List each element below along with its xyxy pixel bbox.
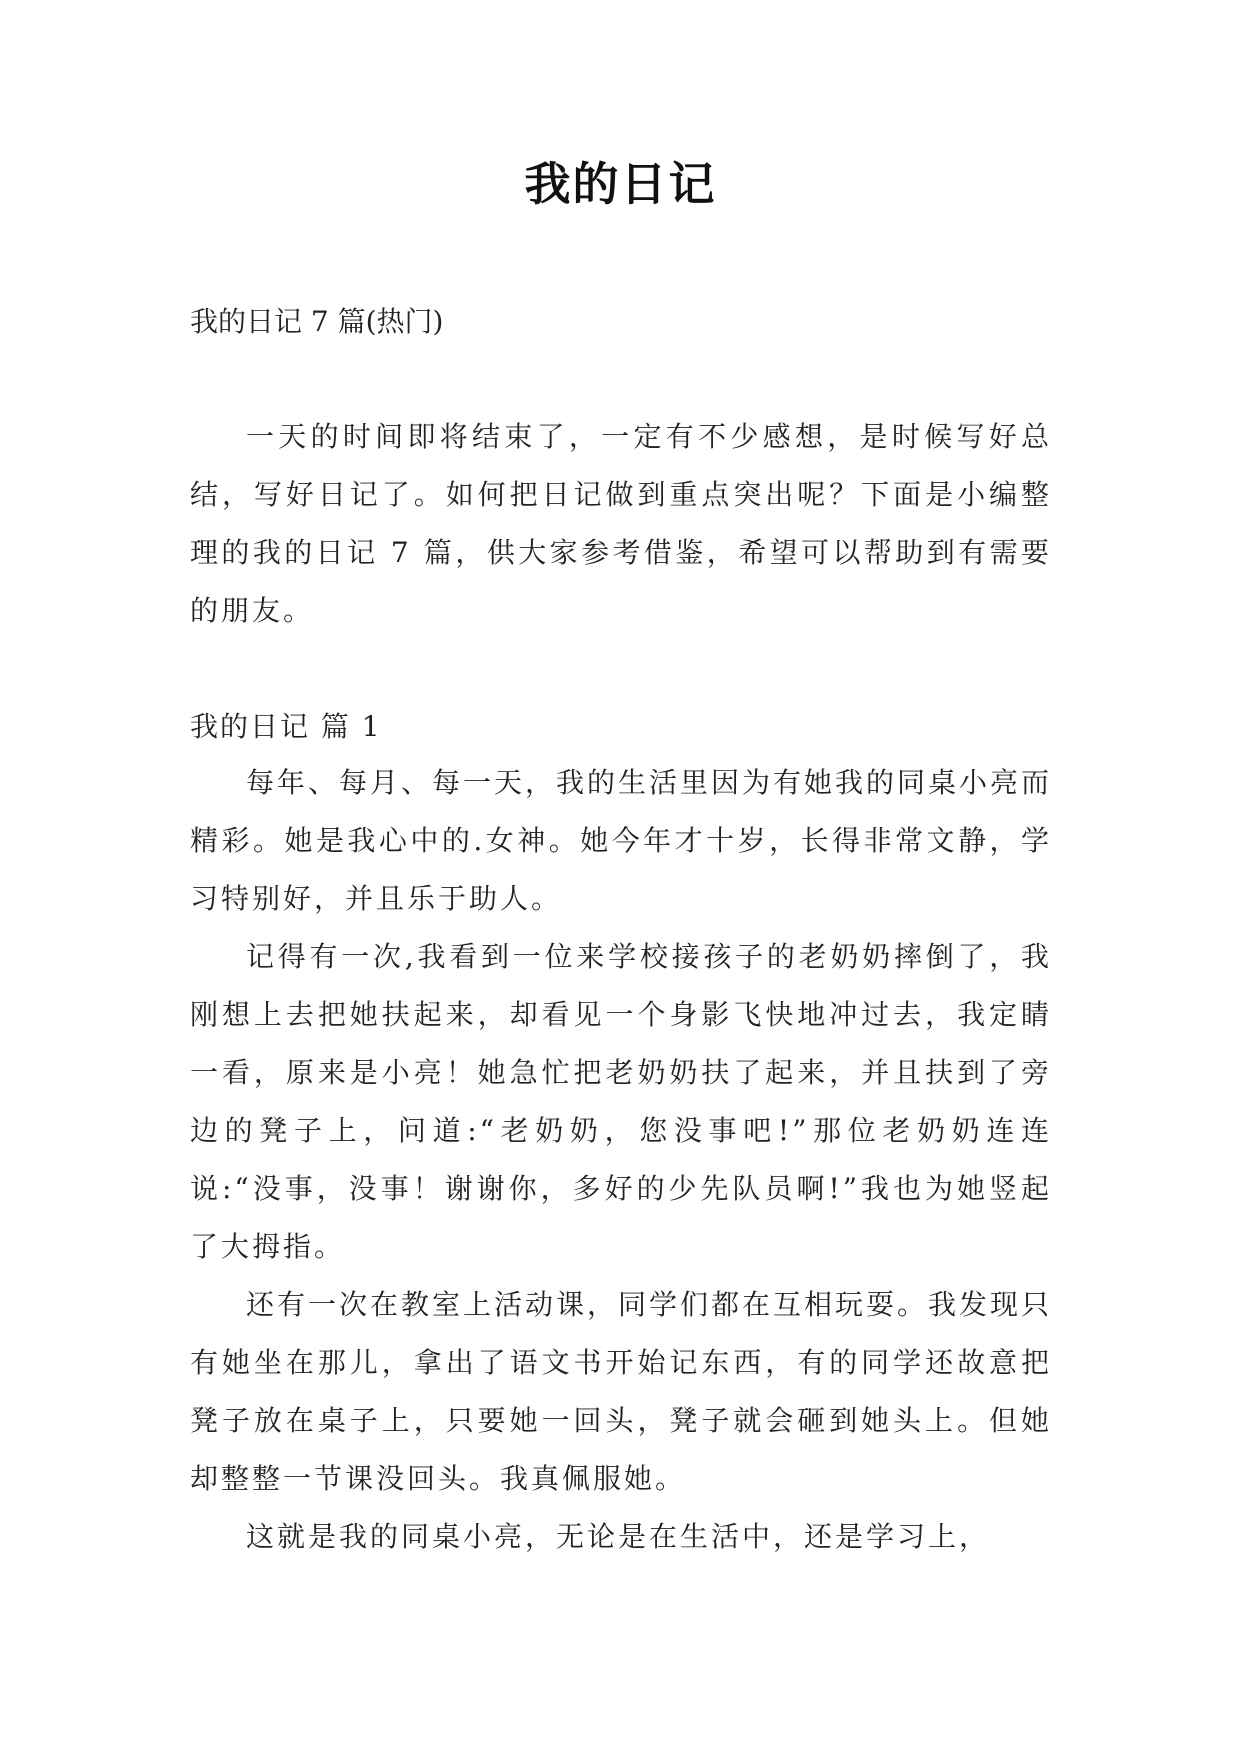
entry-paragraph: 还有一次在教室上活动课，同学们都在互相玩耍。我发现只有她坐在那儿，拿出了语文书开始记东西，有的同学还故意把凳子放在桌子上，只要她一回头，凳子就会砸到她头上。但她却整整一节课没回头。我真佩服她。 xyxy=(190,1288,1053,1495)
entry-paragraph: 每年、每月、每一天，我的生活里因为有她我的同桌小亮而精彩。她是我心中的.女神。她今年才十岁，长得非常文静，学习特别好，并且乐于助人。 xyxy=(190,766,1053,915)
entry-paragraph: 这就是我的同桌小亮，无论是在生活中，还是学习上， xyxy=(246,1520,991,1553)
intro-section xyxy=(190,408,1052,640)
diary-entry-1 xyxy=(190,754,1052,1566)
section-heading: 我的日记 篇 1 xyxy=(190,710,382,743)
page-title: 我的日记 xyxy=(524,157,717,211)
entry-paragraph: 记得有一次,我看到一位来学校接孩子的老奶奶摔倒了，我刚想上去把她扶起来，却看见一个身影飞快地冲过去，我定睛一看，原来是小亮！她急忙把老奶奶扶了起来，并且扶到了旁边的凳子上，问道:“老奶奶，您没事吧!”那位老奶奶连连说:“没事，没事！谢谢你，多好的少先队员啊!”我也为她竖起了大拇指。 xyxy=(190,940,1052,1263)
document-subtitle: 我的日记 7 篇(热门) xyxy=(190,305,444,338)
intro-paragraph: 一天的时间即将结束了，一定有不少感想，是时候写好总结，写好日记了。如何把日记做到重点突出呢？下面是小编整理的我的日记 7 篇，供大家参考借鉴，希望可以帮助到有需要的朋友。 xyxy=(190,420,1052,627)
